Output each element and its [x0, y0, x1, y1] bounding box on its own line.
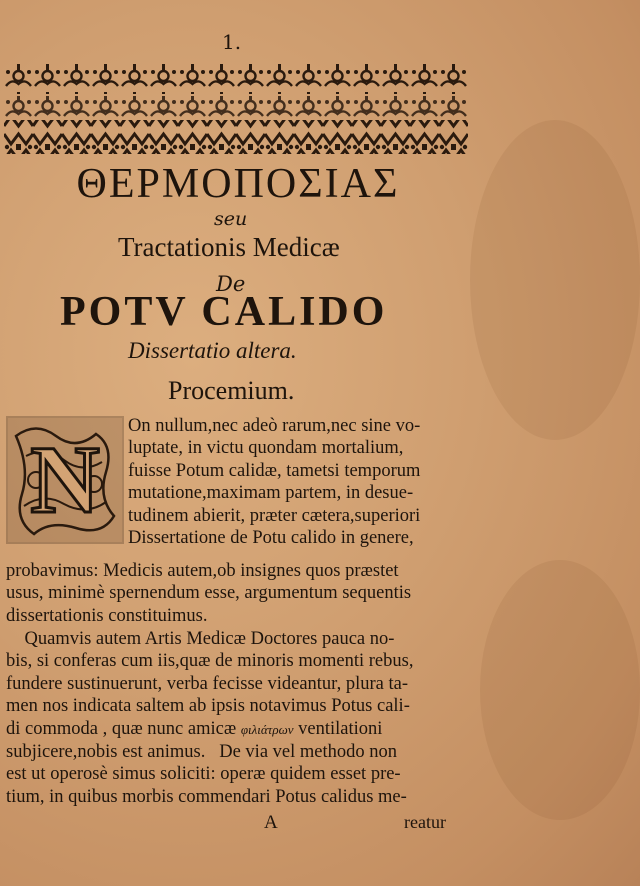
text-line: usus, minimè spernendum esse, argumentum sequentis [6, 583, 412, 604]
text-line [6, 673, 413, 695]
section-heading: Procemium. [168, 376, 295, 405]
text-line: mutatione,maximam partem, in desue- [128, 483, 414, 504]
paper-stain [470, 120, 640, 440]
text-line [6, 763, 413, 785]
headpiece-ornament [4, 62, 468, 158]
paper-stain [480, 560, 640, 820]
line-text: subjicere,nobis est animus. De via vel methodo non [6, 742, 397, 763]
line-text: men nos indicata saltem ab ipsis notavimus Potus cali- [6, 696, 410, 717]
text-line: dissertationis constituimus. [6, 605, 208, 626]
greek-word: φιλιάτρων [240, 721, 294, 737]
line-text: ventilationi [293, 718, 383, 739]
paragraph-2 [6, 628, 413, 808]
title-greek: ΘΕΡΜΟΠΟΣΙΑΣ [76, 161, 400, 207]
line-text: est ut operosè simus soliciti: operæ quidem esset pre- [6, 764, 401, 785]
text-line [6, 718, 413, 741]
title-potu-calido: POTV CALIDO [60, 289, 388, 335]
text-line: tudinem abierit, præter cætera,superiori [128, 505, 421, 526]
text-line: On nullum,nec adeò rarum,nec sine vo- [128, 416, 421, 436]
text-line: probavimus: Medicis autem,ob insignes quos præstet [6, 561, 399, 581]
title-de: De [216, 272, 246, 296]
signature-mark: A [264, 812, 278, 833]
text-line [6, 741, 413, 763]
paragraph-1-indented [128, 415, 420, 549]
paragraph-1-continued [6, 560, 411, 627]
title-tractationis: Tractationis Medicæ [118, 232, 340, 262]
line-text: Quamvis autem Artis Medicæ Doctores pauca no- [6, 629, 395, 649]
line-text: di commoda , quæ nunc amicæ [6, 718, 241, 739]
line-text: fundere sustinuerunt, verba fecisse videantur, plura ta- [6, 673, 408, 694]
text-line [6, 628, 413, 650]
decorated-initial [6, 416, 124, 544]
text-line [6, 786, 413, 808]
catchword: reatur [404, 812, 446, 832]
line-text: tium, in quibus morbis commendari Potus calidus me- [6, 786, 407, 807]
page-number: 1. [222, 30, 242, 54]
initial-letter: N [30, 426, 100, 533]
text-line [6, 695, 413, 717]
line-text: bis, si conferas cum iis,quæ de minoris momenti rebus, [6, 651, 414, 672]
text-line: luptate, in victu quondam mortalium, [128, 438, 404, 459]
text-line: fuisse Potum calidæ, tametsi temporum [128, 460, 421, 481]
title-seu: seu [214, 208, 248, 230]
text-line [6, 650, 413, 672]
text-line: Dissertatione de Potu calido in genere, [128, 528, 414, 549]
title-dissertatio: Dissertatio altera. [128, 338, 297, 363]
